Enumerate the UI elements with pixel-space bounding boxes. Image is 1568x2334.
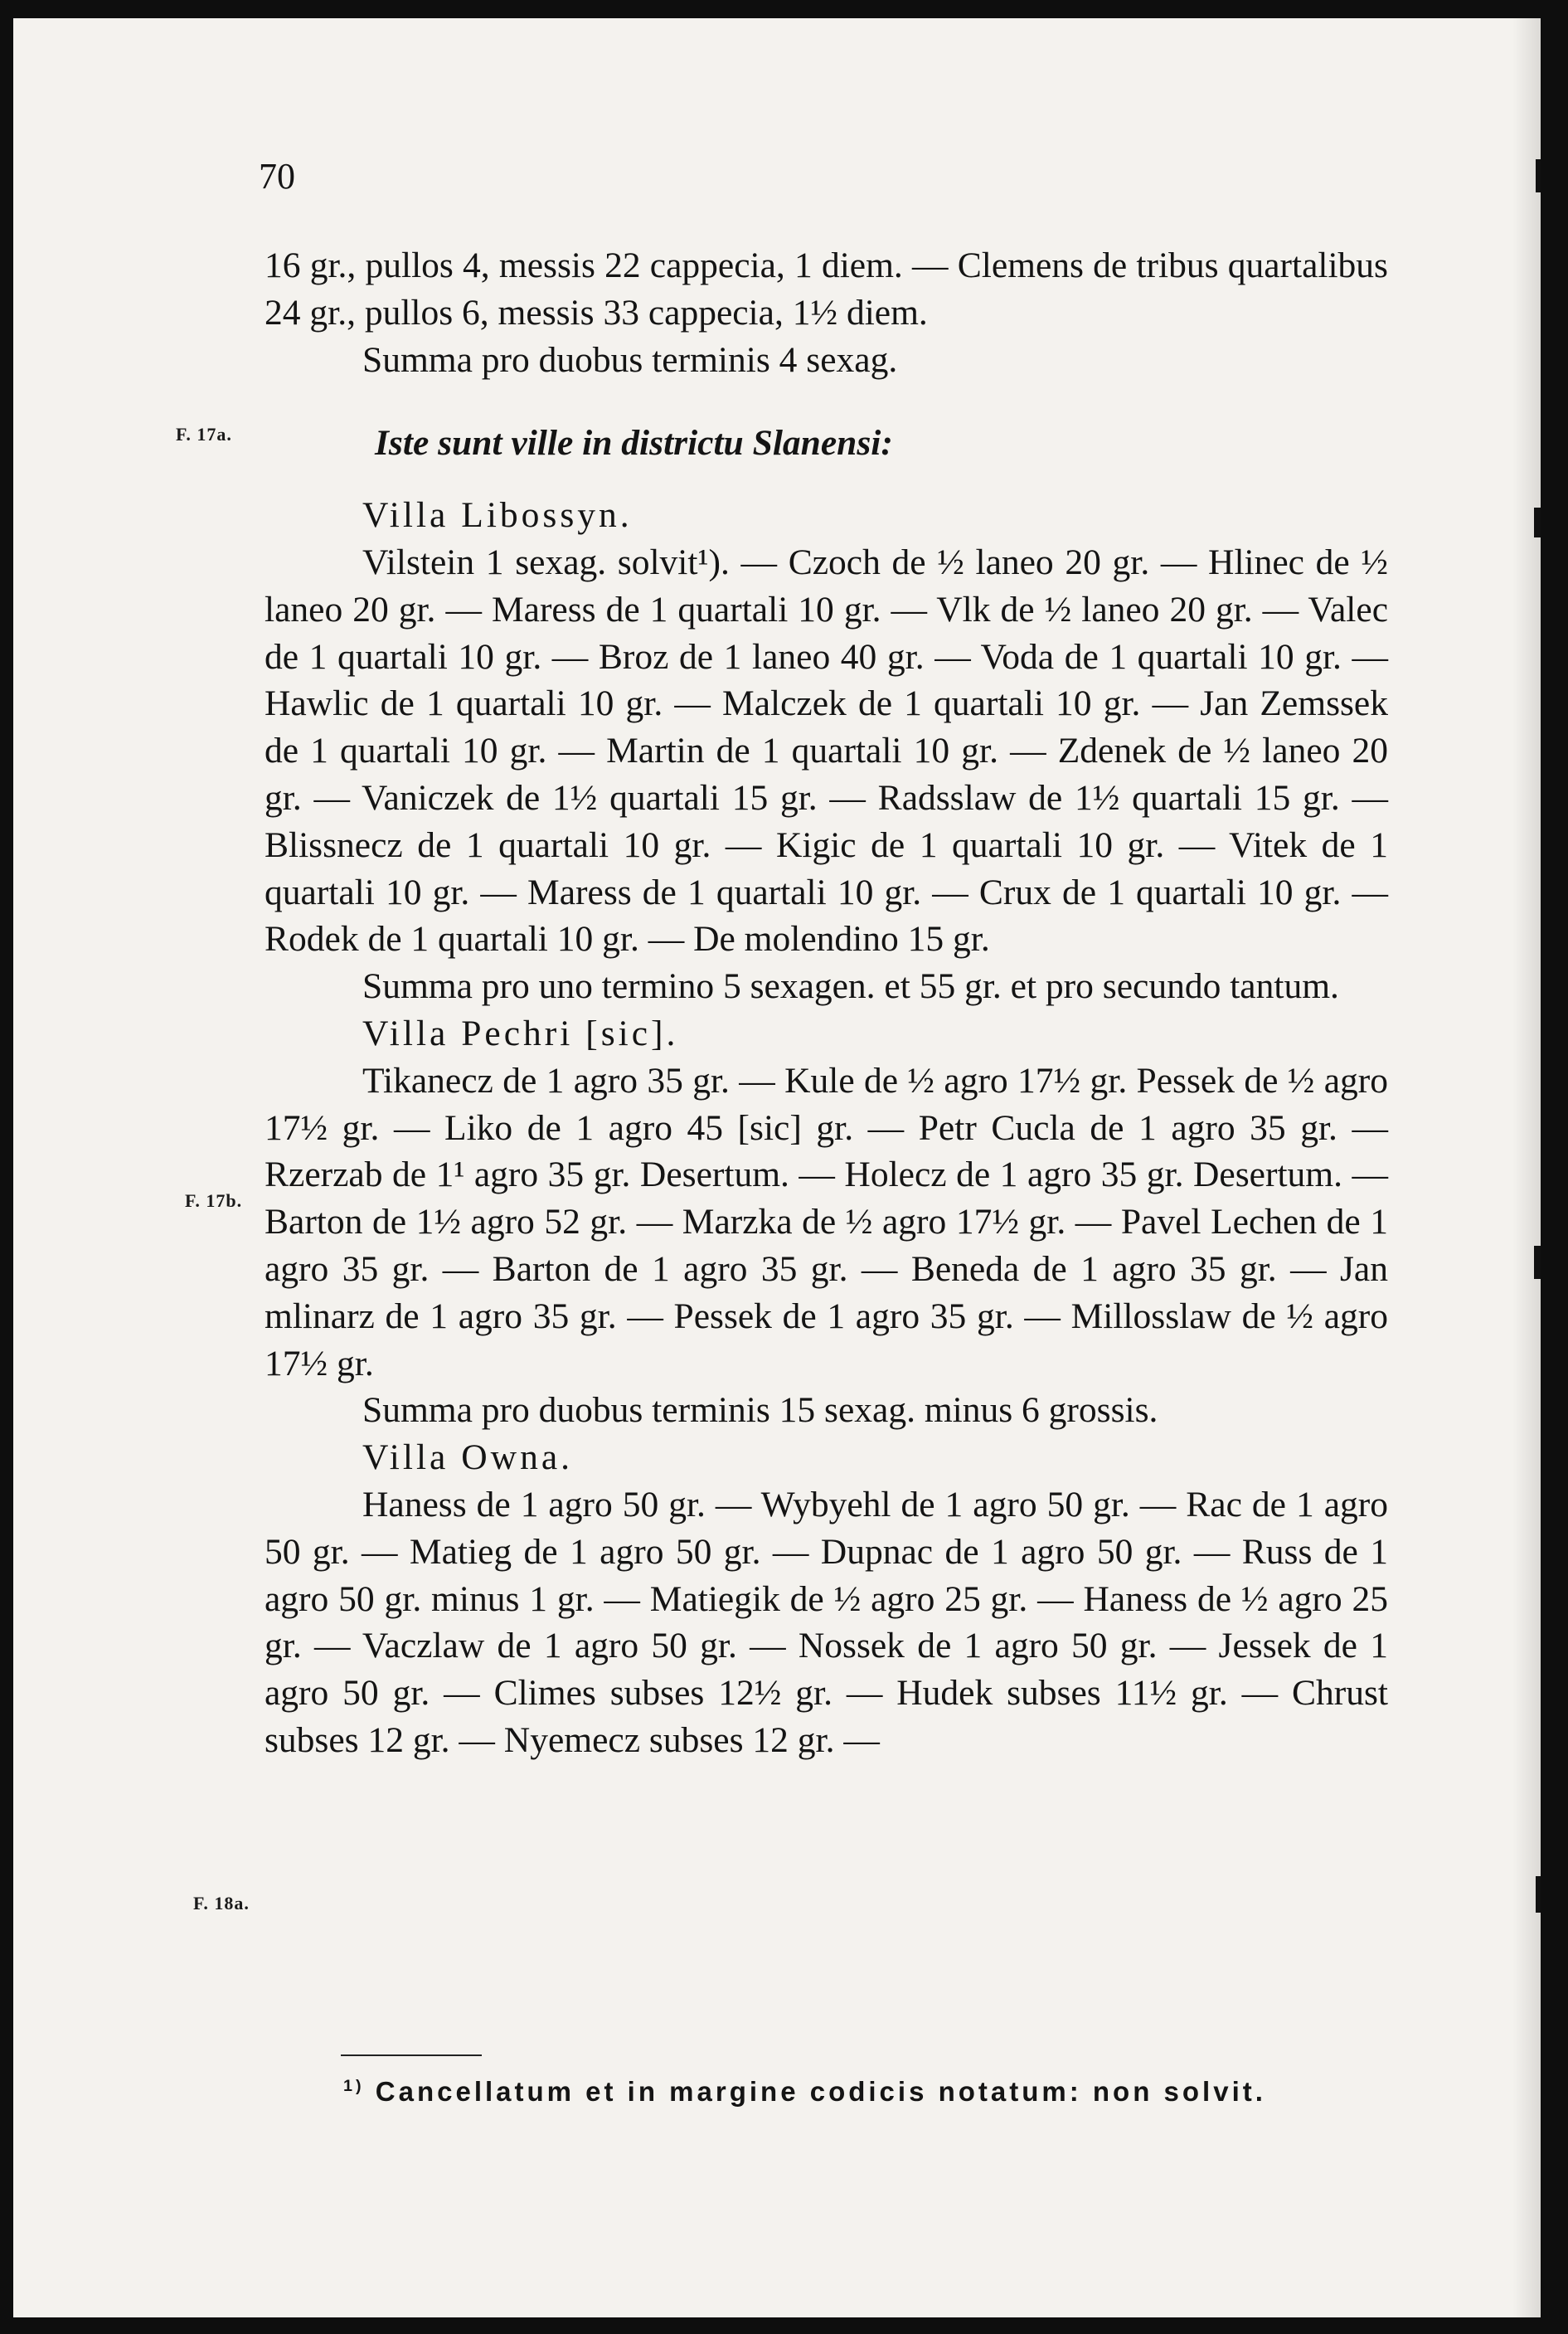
village-heading-libossyn: Villa Libossyn. xyxy=(362,495,633,536)
footnote-mark: 1) xyxy=(343,2077,365,2095)
scan-edge-mark xyxy=(1536,159,1541,192)
village-heading-pechri: Villa Pechri [sic]. xyxy=(362,1013,679,1053)
page-number: 70 xyxy=(259,156,295,197)
main-text xyxy=(265,242,1388,1764)
margin-note-f18a: F. 18a. xyxy=(193,1893,250,1913)
summa-line: Summa pro duobus terminis 4 sexag. xyxy=(362,339,898,380)
scan-edge-mark xyxy=(1536,1876,1541,1913)
paragraph-libossyn: Vilstein 1 sexag. solvit¹). — Czoch de ½ laneo 20 gr. — Hlinec de ½ laneo 20 gr. — Maress de 1 quartali 10 gr. — Vlk de ½ laneo 20 gr. — Valec de 1 quartali 10 gr. — Broz de 1 laneo 40 gr. — Voda de 1 quartali 10 gr. — Hawlic de 1 quartali 10 gr. — Malczek de 1 quartali 10 gr. — Jan Zemssek de 1 quartali 10 gr. — Martin de 1 quartali 10 gr. — Zdenek de ½ laneo 20 gr. — Vaniczek de 1½ quartali 15 gr. — Radsslaw de 1½ quartali 15 gr. — Blissnecz de 1 quartali 10 gr. — Kigic de 1 quartali 10 gr. — Vitek de 1 quartali 10 gr. — Maress de 1 quartali 10 gr. — Crux de 1 quartali 10 gr. — Rodek de 1 quartali 10 gr. — De molendino 15 gr. xyxy=(265,542,1388,960)
footnote-text: Cancellatum et in margine codicis notatum: non solvit. xyxy=(375,2076,1266,2107)
paragraph-owna: Haness de 1 agro 50 gr. — Wybyehl de 1 agro 50 gr. — Rac de 1 agro 50 gr. — Matieg de 1 agro 50 gr. — Dupnac de 1 agro 50 gr. — Russ de 1 agro 50 gr. minus 1 gr. — Matiegik de ½ agro 25 gr. — Haness de ½ agro 25 gr. — Vaczlaw de 1 agro 50 gr. — Nossek de 1 agro 50 gr. — Jessek de 1 agro 50 gr. — Climes subses 12½ gr. — Hudek subses 11½ gr. — Chrust subses 12 gr. — Nyemecz subses 12 gr. — xyxy=(265,1484,1388,1760)
margin-note-f17b: F. 17b. xyxy=(185,1190,243,1211)
section-heading: Iste sunt ville in districtu Slanensi: xyxy=(375,423,893,464)
scan-edge-mark xyxy=(1534,1246,1541,1279)
paragraph-continuation: 16 gr., pullos 4, messis 22 cappecia, 1 diem. — Clemens de tribus quartalibus 24 gr., pullos 6, messis 33 cappecia, 1½ diem. xyxy=(265,246,1388,333)
summa-line: Summa pro duobus terminis 15 sexag. minus 6 grossis. xyxy=(362,1390,1158,1431)
document-page xyxy=(13,18,1541,2317)
page-edge-shadow xyxy=(1512,18,1541,2317)
scan-edge-mark xyxy=(1534,508,1541,537)
footnote-rule xyxy=(341,2054,482,2056)
footnote xyxy=(343,2075,1391,2108)
summa-line: Summa pro uno termino 5 sexagen. et 55 gr. et pro secundo tantum. xyxy=(362,966,1339,1007)
margin-note-f17a: F. 17a. xyxy=(176,424,232,445)
village-heading-owna: Villa Owna. xyxy=(362,1437,574,1478)
paragraph-pechri: Tikanecz de 1 agro 35 gr. — Kule de ½ agro 17½ gr. Pessek de ½ agro 17½ gr. — Liko de 1 agro 45 [sic] gr. — Petr Cucla de 1 agro 35 gr. — Rzerzab de 1¹ agro 35 gr. Desertum. — Holecz de 1 agro 35 gr. Desertum. — Barton de 1½ agro 52 gr. — Marzka de ½ agro 17½ gr. — Pavel Lechen de 1 agro 35 gr. — Barton de 1 agro 35 gr. — Beneda de 1 agro 35 gr. — Jan mlinarz de 1 agro 35 gr. — Pessek de 1 agro 35 gr. — Millosslaw de ½ agro 17½ gr. xyxy=(265,1060,1388,1383)
